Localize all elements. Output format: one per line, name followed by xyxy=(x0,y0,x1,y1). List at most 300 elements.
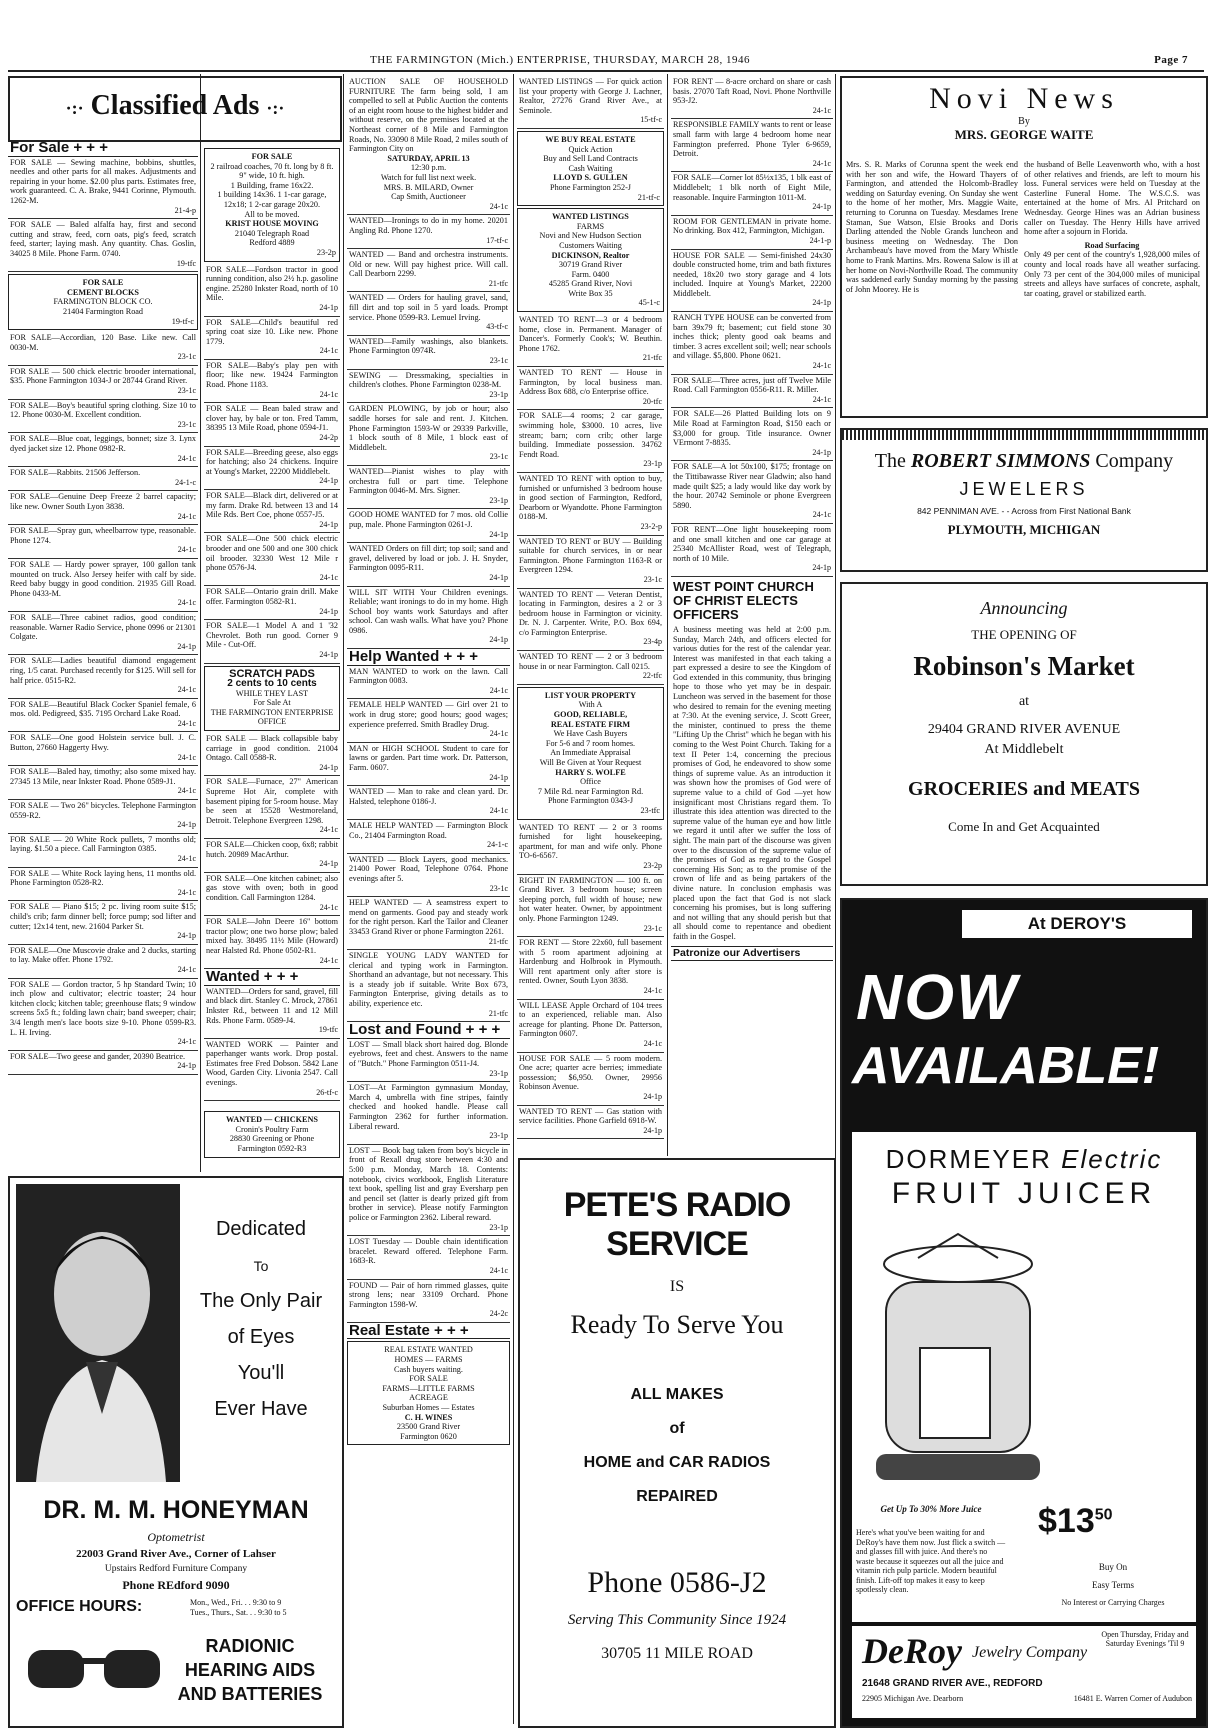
deroys-ad: At DEROY'S NOW AVAILABLE! DORMEYER Electric FRUIT JUICER Get Up To 30% More Juice Here's what you've been waiting for and DeRoy's have them now. Just flick a switch — and glasses fill with juice. And there's no waste because it squeezes out all the juice and vitamin rich pulp particle. Modern beautiful finish. Lift-off top makes it easy to keep spotlessly clean. $\$13^{50}$ Buy On Easy Terms No Interest or Carrying Charges DeRoy Jewelry Company Open Thursday, Friday and Saturday Evenings 'Til 9 21648 GRAND RIVER AVE., REDFORD 22905 Michigan Ave. Dearborn 16481 E. Warren Corner of Audubon xyxy=(840,898,1208,1728)
church-headline: WEST POINT CHURCH OF CHRIST ELECTS OFFICERS xyxy=(673,578,814,622)
ad-ref: 23-1c xyxy=(177,386,196,396)
ad-text: RESPONSIBLE FAMILY wants to rent or lease small farm with large 4 bedroom home near Farmington preferred. Phone Tyler 6-9659, Detroit. xyxy=(673,120,831,159)
lost-found-ad xyxy=(347,1280,510,1323)
classified-ad xyxy=(671,524,833,577)
classified-ad xyxy=(517,473,664,536)
ad-ref: 23-1c xyxy=(489,452,508,462)
classified-ad xyxy=(347,543,510,586)
page-number: Page 7 xyxy=(1154,54,1188,66)
classified-ad xyxy=(204,264,340,317)
ad-ref: 21-tfc xyxy=(488,278,508,288)
classified-ad xyxy=(517,76,664,129)
column-5 xyxy=(671,76,833,1156)
classified-ad xyxy=(8,525,198,559)
ad-ref: 23-1c xyxy=(489,883,508,893)
ad-ref: 22-tfc xyxy=(642,671,662,681)
ad-ref: 24-1-c xyxy=(175,477,196,487)
novi-news-section: Novi News By MRS. GEORGE WAITE Mrs. S. R. Marks of Corunna spent the week end with her son and wife, the Howard Thayers of Farmington, and attended the Holcomb-Bradley wedding on Saturday evening. On Sunday she went to the home of her mother, Mrs. Maggie Waite, returning to Corunna on Tuesday. Mesdames Irene Staman, Sue Watson, Elsie Brooks and Doris Darling attended the Noble Grands luncheon and business meeting on Wednesday. The Don Archambeau's have moved from the Mary Whistle home to Frank Martins. Mrs. Rowena Salow is ill at her home on Novi-Northville Road. The community was saddened early Sunday morning by the passing of John Moorey. He is the husband of Belle Leavenworth who, with a host of other relatives and friends, are left to mourn his loss. Funeral services were held on Tuesday at the Casterline Funeral Home. The W.S.C.S. was entertained at the home of Mrs. Al Pritchard on Wednesday. George Hines was an Adrian business caller on Tuesday. The Henry Hills have arrived home after a sojourn in Florida. Road Surfacing Only 49 per cent of the country's 1,928,000 miles of county and local roads have all weather surfacing. Only 73 per cent of the 304,000 miles of municipal streets and alleys have surfaces of concrete, asphalt, tar coating, gravel or stabilized earth. xyxy=(840,76,1208,418)
ad-text: FOR SALE — Sewing machine, bobbins, shuttles, needles and other parts for all makes. Adjustments and repairing in your home. $2.00 plus parts. Estimates free, work guaranteed. C. A. Brake, 9441 Corinne, Plymouth. 1262-M. xyxy=(10,157,196,205)
ad-text: FOR SALE — Baled alfalfa hay, first and second cutting and straw, feed, corn oats, pig's feed, scratch feed, starter; laying mash. Any quantity. Chas. Goslin, 34025 8 Mile. Phone Farm. 0740. xyxy=(10,220,196,258)
ad-text: MAN WANTED to work on the lawn. Call Farmington 0083. xyxy=(349,666,508,686)
ad-ref: 24-1c xyxy=(177,545,196,555)
ad-text: WANTED TO RENT — Veteran Dentist, locating in Farmington, desires a 2 or 3 bedroom house in Farmington or vicinity. Dr. N. J. Carpenter. Write, P.O. Box 694, c/o Farmington Enterprise. xyxy=(519,589,662,637)
ad-ref: 24-1c xyxy=(643,1039,662,1049)
help-wanted-ad xyxy=(347,820,510,854)
classified-ad xyxy=(347,215,510,249)
ad-text: RANCH TYPE HOUSE can be converted from barn 39x79 ft; basement; cut field stone 30 inches thick; plenty good oak beams and timber. 3 acres excellent soil; well; near schools and village. $5,800. Phone 0621. xyxy=(673,313,831,361)
ad-ref: 21-tfc xyxy=(642,353,662,363)
classified-ad xyxy=(8,834,198,868)
ad-text: LOST Tuesday — Double chain identification bracelet. Reward offered. Telephone Farm. 1683-R. xyxy=(349,1237,508,1266)
ad-text: WANTED Orders on fill dirt; top soil; sand and gravel, delivered by load or job. J. H. Snyder, Farmington 0095-R11. xyxy=(349,544,508,573)
ad-text: FOR SALE — Gordon tractor, 5 hp Standard Twin; 10 inch plow and cultivator; electric toaster; 24 hour kitchen clock; kitchen table; greenhouse flats; 9 window screens 5x5 ft.; folding lawn chair; band sweeper; chair; 3/4 length men's lace boots size 9-10. Phone 0599-R3. L. H. Irving. xyxy=(10,979,196,1037)
ad-ref: 24-1c xyxy=(812,158,831,168)
classified-ad xyxy=(8,901,198,944)
novi-news-author: MRS. GEORGE WAITE xyxy=(954,127,1094,142)
price: $\$13^{50}$ xyxy=(1038,1502,1113,1540)
ad-text: FOR SALE — 500 chick electric brooder international, $35. Phone Farmington 1034-J or 28744 Grand River. xyxy=(10,366,196,386)
help-wanted-ad xyxy=(347,666,510,700)
ad-ref: 24-1p xyxy=(319,649,338,659)
eyeglasses-icon xyxy=(20,1638,170,1698)
ad-ref: 23-1c xyxy=(643,923,662,933)
ad-text: WILL SIT WITH Your Children evenings. Reliable; want ironings to do in my home. High School boy wants work Saturdays and after school. Can wash walls. What have you? Phone 0986. xyxy=(349,587,508,635)
ad-text: FOR SALE—Beautiful Black Cocker Spaniel female, 6 mos. old. Pedigreed, $35. 7195 Orchard Lake Road. xyxy=(10,699,196,719)
deroy-logo-panel: DeRoy Jewelry Company Open Thursday, Friday and Saturday Evenings 'Til 9 21648 GRAND RIVER AVE., REDFORD 22905 Michigan Ave. Dearborn 16481 E. Warren Corner of Audubon xyxy=(852,1626,1196,1718)
ad-ref: 24-1p xyxy=(177,931,196,941)
ad-text: FOR SALE—1 Model A and 1 '32 Chevrolet. Both run good. Corner 9 Mile - Cut-Off. xyxy=(206,621,338,650)
wines-real-estate-ad: REAL ESTATE WANTED HOMES — FARMS Cash buyers waiting. FOR SALE FARMS—LITTLE FARMS ACREAGE Suburban Homes — Estates C. H. WINES 23500 Grand River Farmington 0620 xyxy=(347,1341,510,1445)
ad-text: GOOD HOME WANTED for 7 mos. old Collie pup, male. Phone Farmington 0261-J. xyxy=(349,510,508,529)
ad-ref: 24-1p xyxy=(319,606,338,616)
classified-ad xyxy=(347,403,510,466)
ad-text: MAN or HIGH SCHOOL Student to care for lawns or garden. Part time work. Dr. Patterson, Farm. 0607. xyxy=(349,743,508,772)
petes-title: PETE'S RADIO SERVICE xyxy=(563,1186,791,1263)
classified-ad xyxy=(517,937,664,1000)
masthead xyxy=(0,50,1212,72)
classified-ad xyxy=(671,172,833,215)
ad-ref: 23-1p xyxy=(489,495,508,505)
ad-text: WANTED TO RENT — House in Farmington, by local business man. Address Box 688, c/o Enterprise office. xyxy=(519,368,662,397)
classified-ad xyxy=(517,1053,664,1106)
help-wanted-ad xyxy=(347,897,510,950)
ad-text: FOR SALE—Corner lot 85½x135, 1 blk east of Middlebelt; 1 blk north of Eight Mile, reasonable. Inquire Farmington 1011-M. xyxy=(673,173,831,202)
ad-text: FOR SALE—One kitchen cabinet; also gas stove with oven; both in good condition. Call Farmington 1284. xyxy=(206,873,338,902)
doctor-portrait xyxy=(16,1184,180,1482)
juicer-illustration xyxy=(858,1228,1058,1498)
ad-ref: 24-1c xyxy=(177,786,196,796)
ad-ref: 26-tf-c xyxy=(316,1087,338,1097)
help-wanted-ad xyxy=(347,786,510,820)
ad-text: LOST — Small black short haired dog. Blonde eyebrows, feet and chest. Answers to the name of "Butch." Phone Farmington 0511-J4. xyxy=(349,1039,508,1069)
ad-ref: 21-tfc xyxy=(488,936,508,946)
ad-text: FOR SALE—Baled hay, timothy; also some mixed hay. 27345 13 Mile, near Inkster Road. Phone 0589-J1. xyxy=(10,767,196,786)
ad-text: HOUSE FOR SALE — Semi-finished 24x30 double constructed home, trim and bath fixtures needed, 18x20 two story garage and 4 lots included. Inquire at Young's Market, 22200 Middlebelt. xyxy=(673,250,831,298)
classified-ad xyxy=(8,219,198,272)
ad-text: FOR SALE—Baby's play pen with floor; like new. 19424 Farmington Road. Phone 1183. xyxy=(206,360,338,390)
classified-ad xyxy=(347,370,510,404)
ad-text: WANTED TO RENT — 2 or 3 rooms furnished for light housekeeping, apartment, for man and wife only. Phone TO-6-6567. xyxy=(519,822,662,861)
juicer-base xyxy=(876,1454,1040,1480)
ad-text: WANTED TO RENT or BUY — Building suitable for church services, in or near Farmington. Phone Farmington 1163-R or Evergreen 1294. xyxy=(519,536,662,575)
classified-ad xyxy=(204,916,340,969)
petes-phone: Phone 0586-J2 xyxy=(587,1566,767,1599)
lost-found-ad xyxy=(347,1145,510,1236)
classified-ad xyxy=(8,433,198,467)
ad-text: FEMALE HELP WANTED — Girl over 21 to work in drug store; good hours; good wages; experience preferred. Smith Bradley Drug. xyxy=(349,700,508,729)
ad-ref: 24-1c xyxy=(177,511,196,521)
ad-text: ROOM FOR GENTLEMAN in private home. No drinking. Box 412, Farmington, Michigan. xyxy=(673,216,831,236)
classified-ad xyxy=(204,620,340,663)
ad-text: FOR RENT — 8-acre orchard on share or cash basis. 27070 Taft Road, Novi. Phone Northville 953-J2. xyxy=(673,77,831,106)
classified-ad xyxy=(671,119,833,172)
decorative-border xyxy=(842,430,1206,440)
wanted-ad xyxy=(204,1039,340,1102)
classified-ad xyxy=(517,822,664,875)
ad-ref: 24-1c xyxy=(489,806,508,816)
ad-ref: 24-1p xyxy=(319,519,338,529)
gullen-ad: WE BUY REAL ESTATE Quick Action Buy and Sell Land Contracts Cash Waiting LLOYD S. GULLEN Phone Farmington 252-J 21-tf-c xyxy=(517,131,664,206)
novi-col-b: the husband of Belle Leavenworth who, with a host of other relatives and friends, are left to mourn his loss. Funeral services were held on Tuesday at the Casterline Funeral Home. The W.S.C.S. was entertained at the home of Mrs. Al Pritchard on Wednesday. George Hines was an Adrian business caller on Tuesday. The Henry Hills have arrived home after a sojourn in Florida. xyxy=(1024,160,1200,237)
classified-ad xyxy=(8,612,198,655)
ad-text: FOR SALE—Genuine Deep Freeze 2 barrel capacity; like new. Owner South Lyon 3838. xyxy=(10,492,196,511)
classified-ad xyxy=(347,587,510,650)
ad-ref: 23-1p xyxy=(489,1068,508,1078)
help-wanted-ad xyxy=(347,854,510,897)
petes-radio-ad: PETE'S RADIO SERVICE IS Ready To Serve You ALL MAKES of HOME and CAR RADIOS REPAIRED Phone 0586-J2 Serving This Community Since 1924 30705 11 MILE ROAD xyxy=(518,1158,836,1728)
classified-ad xyxy=(671,408,833,461)
ad-text: FOR SALE—Ontario grain drill. Make offer. Farmington 0582-R1. xyxy=(206,587,338,606)
ad-text: SINGLE YOUNG LADY WANTED for clerical and typing work in Farmington. Shorthand an advantage, but not necessary. This is a steady job if suitable. Write Box 673, Farmington Enterprise, giving details as to ability, experience etc. xyxy=(349,951,508,1009)
ad-text: FOR SALE—Breeding geese, also eggs for hatching; also 24 chickens. Inquire at Young's Market, 22200 Middlebelt. xyxy=(206,447,338,476)
ad-ref: 23-1c xyxy=(489,356,508,366)
ad-text: FOR RENT — Store 22x60, full basement with 5 room apartment adjoining at Hardenburg and Holbrook in Plymouth. Will rent apartment only after store is rented. Owner, South Lyon 3838. xyxy=(519,938,662,986)
road-surfacing-body: Only 49 per cent of the country's 1,928,000 miles of county and local roads have all weather surfacing. Only 73 per cent of the 304,000 miles of municipal streets and alleys have surfaces of concrete, asphalt, tar coating, gravel or stabilized earth. xyxy=(1024,250,1200,298)
classified-ad xyxy=(517,314,664,367)
ad-text: FOR SALE—A lot 50x100, $175; frontage on the Tittibawasse River near Gladwin; also hand made quilt $25; a lady would like day work by the hour. 20742 Seminole or phone Evergreen 5890. xyxy=(673,462,831,510)
classified-ad xyxy=(204,490,340,533)
ad-ref: 24-1p xyxy=(812,202,831,212)
classified-ad xyxy=(204,839,340,873)
ad-ref: 23-4p xyxy=(643,637,662,647)
ad-ref: 19-tfc xyxy=(176,258,196,268)
wolfe-ad: LIST YOUR PROPERTY With A GOOD, RELIABLE, REAL ESTATE FIRM We Have Cash Buyers For 5-6 and 7 room homes. An Immediate Appraisal Will Be Given at Your Request HARRY S. WOLFE Office 7 Mile Rd. near Farmington Rd. Phone Farmington 0343-J 23-tfc xyxy=(517,687,664,820)
ad-ref: 23-1p xyxy=(489,1222,508,1232)
ad-ref: 23-2p xyxy=(643,860,662,870)
ad-ref: 24-1c xyxy=(177,1037,196,1047)
robinsons-name: Robinson's Market xyxy=(913,651,1135,681)
ad-ref: 24-1p xyxy=(643,1092,662,1101)
ad-text: FOR SALE—Black dirt, delivered or at my farm. Drake Rd. between 13 and 14 Mile Rds. Bert Coe, phone 0557-J5. xyxy=(206,491,338,520)
ad-text: FOR SALE—Fordson tractor in good running condition, also 2½ h.p. gasoline engine. 25280 Inkster Road, north of 10 Mile. xyxy=(206,264,338,303)
ad-ref: 21-4-p xyxy=(174,205,196,215)
classified-ad xyxy=(8,157,198,220)
classified-ad xyxy=(204,733,340,776)
real-estate-header: Real Estate + + + xyxy=(347,1323,510,1340)
ad-ref: 23-1c xyxy=(177,419,196,429)
help-wanted-header: Help Wanted + + + xyxy=(347,649,510,666)
ad-ref: 24-1p xyxy=(489,772,508,782)
classified-ad xyxy=(8,766,198,800)
ad-ref: 24-1-p xyxy=(809,235,831,245)
lost-found-ad xyxy=(347,1039,510,1082)
classified-ad xyxy=(347,336,510,370)
ad-text: FOR SALE—Two geese and gander, 20390 Beatrice. xyxy=(10,1051,186,1061)
ad-ref: 24-1p xyxy=(319,302,338,312)
juicer-reamer xyxy=(884,1246,1032,1282)
ad-ref: 24-1c xyxy=(319,389,338,399)
ad-text: FOR SALE—One good Holstein service bull. J. C. Button, 27660 Haggerty Hwy. xyxy=(10,733,196,753)
classified-ad xyxy=(671,312,833,375)
robinsons-market-ad: Announcing THE OPENING OF Robinson's Market at 29404 GRAND RIVER AVENUE At Middlebelt GROCERIES and MEATS Come In and Get Acquainted xyxy=(840,582,1208,886)
ad-text: WANTED LISTINGS — For quick action list your property with George J. Lachner, Realtor, 27276 Grand River Ave., at Seminole. xyxy=(519,77,662,115)
ad-text: FOUND — Pair of horn rimmed glasses, quite strong lens; near 33109 Orchard. Phone Farmington 1598-W. xyxy=(349,1280,508,1309)
classified-title: ·:· Classified Ads ·:· xyxy=(65,90,285,121)
classified-ad xyxy=(517,536,664,589)
ad-text: FOR SALE — Bean baled straw and clover hay, by bale or ton. Fred Tamm, 38395 13 Mile Road, phone 0594-J1. xyxy=(206,404,338,433)
classified-ad xyxy=(347,292,510,335)
ad-text: FOR SALE—Child's beautiful red spring coat size 10. Like new. Phone 1779. xyxy=(206,317,338,346)
ad-text: FOR RENT—One light housekeeping room and one small kitchen and one car garage at 25340 McAllister Road, west of Telegraph, north of 10 Mile. xyxy=(673,524,831,563)
cement-blocks-ad: FOR SALE CEMENT BLOCKS FARMINGTON BLOCK CO. 21404 Farmington Road 19-tf-c xyxy=(8,274,198,330)
classified-ad xyxy=(8,400,198,434)
dormeyer-brand: DORMEYER xyxy=(885,1144,1052,1174)
classified-ad xyxy=(8,732,198,766)
ad-text: FOR SALE — 20 White Rock pullets, 7 months old; laying. $1.50 a piece. Call Farmington 0385. xyxy=(10,834,196,854)
ad-text: FOR SALE—26 Platted Building lots on 9 Mile Road at Farmington Road, $150 each or $3,000 for group. Title insurance. Owner VErmont 7-8835. xyxy=(673,409,831,448)
ad-text: WANTED — Man to rake and clean yard. Dr. Halsted, telephone 0186-J. xyxy=(349,787,508,806)
ad-text: FOR SALE—Spray gun, wheelbarrow type, reasonable. Phone 1274. xyxy=(10,526,196,545)
ad-text: WANTED—Ironings to do in my home. 20201 Angling Rd. Phone 1270. xyxy=(349,216,508,235)
column-2 xyxy=(204,146,340,1176)
ad-ref: 23-1p xyxy=(489,389,508,399)
ad-ref: 24-1p xyxy=(319,762,338,772)
ad-text: GARDEN PLOWING, by job or hour; also saddle horses for sale and rent. J. Kitchen. Phone Farmington 1593-W or 29339 Parkville, 1 block south of 8 Mile, 1 block east of Middlebelt. xyxy=(349,404,508,452)
ad-ref: 24-1p xyxy=(319,476,338,486)
ad-ref: 24-1c xyxy=(177,854,196,863)
classified-ad xyxy=(204,447,340,490)
classified-ad xyxy=(671,375,833,409)
classified-ad xyxy=(8,559,198,612)
ad-text: WANTED TO RENT — Gas station with service facilities. Phone Garfield 6918-W. xyxy=(519,1106,662,1126)
ad-ref: 24-1c xyxy=(489,685,508,695)
wanted-header: Wanted + + + xyxy=(204,969,340,986)
novi-col-a: Mrs. S. R. Marks of Corunna spent the week end with her son and wife, the Howard Thayers of Farmington, and attended the Holcomb-Bradley wedding on Saturday evening. On Sunday she went to the home of her mother, Mrs. Maggie Waite, returning to Corunna on Tuesday. Mesdames Irene Staman, Sue Watson, Elsie Brooks and Doris Darling attended the Noble Grands luncheon and business meeting on Wednesday. The Don Archambeau's have moved from the Mary Whistle home to Frank Martins. Mrs. Rowena Salow is ill at her home on Novi-Northville Road. The community was saddened early Sunday morning by the passing of John Moorey. He is xyxy=(846,160,1018,294)
wanted-ad xyxy=(204,986,340,1039)
classified-ad xyxy=(671,461,833,524)
lost-found-header: Lost and Found + + + xyxy=(347,1022,510,1039)
classified-ad xyxy=(347,466,510,509)
lost-found-ad xyxy=(347,1236,510,1279)
ad-text: FOR SALE—John Deere 16" bottom tractor plow; one two horse plow; baled mixed hay. 38495 11½ Mile (Howard) near Halsted Rd. Phone 0502-R1. xyxy=(206,917,338,955)
classified-ad xyxy=(8,979,198,1051)
ad-text: FOR SALE—Furnace, 27" American Supreme Hot Air, complete with basement piping for 5-room house. May be seen at 15528 Westmoreland, Detroit. Telephone Evergreen 1298. xyxy=(206,777,338,825)
ad-ref: 24-1-c xyxy=(487,840,508,850)
ad-ref: 24-1c xyxy=(177,598,196,608)
classified-ad xyxy=(204,317,340,360)
ad-ref: 24-1c xyxy=(319,572,338,582)
ad-ref: 43-tf-c xyxy=(486,322,508,332)
classified-ad xyxy=(8,655,198,698)
ad-ref: 15-tf-c xyxy=(640,115,662,125)
ad-text: RIGHT IN FARMINGTON — 100 ft. on Grand River. 3 bedroom house; screen sleeping porch, full width of house; new hot water heater. Owner, by appointment only. Phone Farmington 1249. xyxy=(519,875,662,923)
ad-text: FOR SALE—One 500 chick electric brooder and one 500 and one 300 chick oil brooder. 32330 West 12 Mile r phone 0576-J4. xyxy=(206,534,338,573)
ad-ref: 24-1c xyxy=(812,510,831,520)
ad-ref: 24-1p xyxy=(319,859,338,869)
ad-ref: 24-1c xyxy=(489,1265,508,1275)
ad-text: WANTED TO RENT — 2 or 3 bedroom house in or near Farmington. Call 0215. xyxy=(519,652,662,671)
classified-ad xyxy=(517,367,664,410)
ad-ref: 24-1p xyxy=(489,529,508,539)
ad-ref: 24-1c xyxy=(177,752,196,762)
robert-simmons-ad: The ROBERT SIMMONS Company JEWELERS 842 PENNIMAN AVE. - - Across from First National Bank PLYMOUTH, MICHIGAN xyxy=(840,428,1208,572)
ad-ref: 24-1c xyxy=(177,685,196,695)
ad-ref: 20-tfc xyxy=(642,396,662,406)
fruit-juicer: FRUIT JUICER xyxy=(891,1177,1157,1210)
ad-ref: 24-2p xyxy=(319,433,338,443)
ad-ref: 24-1c xyxy=(812,105,831,115)
help-wanted-ad xyxy=(347,743,510,786)
ad-ref: 24-1c xyxy=(177,964,196,974)
honeyman-ad: Dedicated To The Only Pair of Eyes You'll Ever Have DR. M. M. HONEYMAN Optometrist 22003 Grand River Ave., Corner of Lahser Upstairs Redford Furniture Company Phone REdford 9090 OFFICE HOURS: Mon., Wed., Fri. . . 9:30 to 9 Tues., Thurs., Sat. . . 9:30 to 5 RADIONIC HEARING AIDS AND BATTERIES xyxy=(8,1176,344,1728)
ad-text: WILL LEASE Apple Orchard of 104 trees to an experienced, reliable man. Also acreage for planting. Phone Dr. Patterson, Farmington 0607. xyxy=(519,1000,662,1039)
ad-text: WANTED WORK — Painter and paperhanger wants work. Drop postal. Estimates free Fred Dobson. 5842 Lane Wood, Garden City. Livonia 2547. Call evenings. xyxy=(206,1039,338,1088)
scratch-pads-ad: SCRATCH PADS 2 cents to 10 cents WHILE THEY LAST For Sale At THE FARMINGTON ENTERPRISE OFFICE xyxy=(204,666,340,732)
ad-ref: 24-1p xyxy=(643,1125,662,1135)
ad-ref: 24-1c xyxy=(812,361,831,371)
classified-ad xyxy=(517,410,664,473)
ad-ref: 24-1p xyxy=(177,1061,196,1071)
ad-ref: 23-1p xyxy=(643,459,662,469)
classified-ad xyxy=(204,873,340,916)
classified-ad xyxy=(8,800,198,834)
ad-text: HOUSE FOR SALE — 5 room modern. One acre; quarter acre berries; immediate possession; $6,950. Owner, 29956 Robinson Avenue. xyxy=(519,1053,662,1092)
classified-ad xyxy=(204,533,340,586)
classified-ad xyxy=(8,1051,198,1075)
ad-ref: 24-1c xyxy=(643,986,662,996)
ad-ref: 24-1p xyxy=(812,298,831,308)
classified-ad xyxy=(517,1000,664,1053)
classified-ad xyxy=(8,332,198,366)
ad-ref: 24-1c xyxy=(319,955,338,965)
lost-found-ad xyxy=(347,1082,510,1145)
masthead-line: THE FARMINGTON (Mich.) ENTERPRISE, THURSDAY, MARCH 28, 1946 xyxy=(370,54,751,66)
honeyman-name: DR. M. M. HONEYMAN xyxy=(43,1496,309,1524)
ad-ref: 19-tfc xyxy=(318,1025,338,1035)
ad-text: WANTED — Orders for hauling gravel, sand, fill dirt and top soil in 5 yard loads. Prompt service. Phone 0599-R3. Lemuel Irving. xyxy=(349,293,508,322)
patronize-advertisers: Patronize our Advertisers xyxy=(671,946,833,962)
ad-text: FOR SALE—Ladies beautiful diamond engagement ring, 1/5 carat. Purchased recently for $125. Will sell for half price. 0515-R2. xyxy=(10,656,196,685)
ad-text: FOR SALE—4 rooms; 2 car garage, swimming hole, $3000. 10 acres, live stream; barn; corn crib; other large building. Immediate possession. 34762 Fendt Road. xyxy=(519,411,662,459)
auction-sale-ad: AUCTION SALE OF HOUSEHOLD FURNITURE The farm being sold, I am compelled to sell at Public Auction the contents of an eight room house to the highest bidder and without reserve, on the premises located at the Northeast corner of 8 Mile and Farmington Roads, No. 33090 8 Mile Road, 2 miles south of Farmington City on SATURDAY, APRIL 13 12:30 p.m. Watch for full list next week. MRS. B. MILARD, Owner Cap Smith, Auctioneer 24-1c xyxy=(347,76,510,215)
portrait-image xyxy=(16,1184,180,1482)
ad-ref: 24-1c xyxy=(319,902,338,912)
ad-ref: 24-1p xyxy=(812,563,831,573)
ad-ref: 23-1p xyxy=(489,1131,508,1141)
ad-ref: 23-1c xyxy=(177,352,196,362)
church-article: A business meeting was held at 2:00 p.m. Sunday, March 24th, and officers elected for various duties for the rest of the calendar year. Interest was manifested in that each taking a part expressed a desire to see the Kingdom of God extended in this community, thus bringing hope to those who yet may be in despair. Luncheon was served in the basement for those who desired to remain for the evening meeting at 7:30. At the evening service, J. Scott Greer, the minister, continued to press the theme "Lifting Up the Christ" which he began with his coming to the West Point Church. Taking for a text II Peter 1:4, concerning the precious promises of God, he endeavored to show some things of supreme value. As an introduction it was shown how the promises of God were of supreme value to a child of God —yet how insignificant most Christians regard them. To illustrate this idea attention was directed to the supreme value of the human eye and how little we regard it until after we suffer the loss of sight. The main part of the discourse was given over to the discussion of the supreme value of the promises of God as regard to the Gospel concerning His Son; as to the promise of the crown of life and as being partakers of the divine nature. In conclusion emphasis was placed upon the fact that God is not slack concerning his promises, but is long suffering and not willing that any should perish but that all should come to repentance and obedient faith in the Gospel. xyxy=(673,624,831,941)
juicer-glass xyxy=(920,1348,990,1438)
help-wanted-ad xyxy=(347,699,510,742)
deroy-logo: DeRoy xyxy=(862,1631,962,1671)
ad-text: WANTED—Family washings, also blankets. Phone Farmington 0974R. xyxy=(349,336,508,356)
ad-text: FOR SALE—Boy's beautiful spring clothing. Size 10 to 12. Phone 0030-M. Excellent condition. xyxy=(10,400,196,420)
ad-ref: 24-1c xyxy=(319,825,338,835)
classified-ad xyxy=(517,875,664,938)
ad-ref: 24-1p xyxy=(177,641,196,651)
ad-text: LOST—At Farmington gymnasium Monday, March 4, umbrella with fine stripes, faintly checked and hooked handle. Please call Farmington 2362 for further information. Liberal reward. xyxy=(349,1083,508,1131)
ad-text: MALE HELP WANTED — Farmington Block Co., 21404 Farmington Road. xyxy=(349,820,508,840)
road-surfacing-head: Road Surfacing xyxy=(1084,240,1140,250)
ad-text: WANTED—Orders for sand, gravel, fill and black dirt. Stanley C. Mrock, 27861 Inkster Rd., between 11 and 12 Mill Rds. Phone Farm. 0589-J4. xyxy=(206,986,338,1025)
classified-ad xyxy=(8,868,198,902)
for-sale-header: For Sale + + + xyxy=(8,140,198,157)
ad-ref: 24-1c xyxy=(812,394,831,404)
ad-text: FOR SALE — White Rock laying hens, 11 months old. Phone Farmington 0528-R2. xyxy=(10,868,196,888)
column-3 xyxy=(347,76,510,1721)
ad-text: LOST — Book bag taken from boy's bicycle in front of Rexall drug store between 4:30 and 5:00 p.m. Monday, March 18. Contents: notebook, civics workbook, English Literature text book, spelling list and gray Eversharp pen and pencil set (latter is dearly prized gift from brother in service). Please notify Farmington police or Farmington 2362. Liberal reward. xyxy=(349,1145,508,1222)
classified-title-box xyxy=(8,76,342,142)
col-divider xyxy=(200,74,201,1172)
ad-text: FOR SALE — Piano $15; 2 pc. living room suite $15; child's crib; farm dinner bell; force pump; sod lifter and cutter; 12x14 tent, new. 21604 Parker St. xyxy=(10,902,196,931)
column-4 xyxy=(517,76,664,1156)
classified-ad xyxy=(8,491,198,525)
classified-ad xyxy=(517,651,664,685)
ad-text: WANTED — Band and orchestra instruments. Old or new. Will pay highest price. Will call. Call Dearborn 2299. xyxy=(349,250,508,279)
classified-ad xyxy=(204,586,340,620)
ad-text: FOR SALE — Hardy power sprayer, 100 gallon tank mounted on truck. Also Jersey heifer with calf by side. Reed baby buggy in good condition. 21935 Gill Road. Phone 0433-M. xyxy=(10,559,196,598)
classified-ad xyxy=(8,366,198,400)
classified-ad xyxy=(8,699,198,733)
ad-text: FOR SALE—One Muscovie drake and 2 ducks, starting to lay. Make offer. Phone 1792. xyxy=(10,945,196,965)
ad-text: FOR SALE — Black collapsible baby carriage in good condition. 21004 Ontago. Call 0588-R. xyxy=(206,734,338,763)
top-rule xyxy=(8,70,1204,72)
classified-ad xyxy=(347,509,510,543)
classified-ad xyxy=(204,360,340,403)
ad-text: SEWING — Dressmaking, specialties in children's clothes. Phone Farmington 0238-M. xyxy=(349,370,508,390)
ad-text: FOR SALE—Three acres, just off Twelve Mile Road. Call Farmington 0556-R11. R. Miller. xyxy=(673,375,831,395)
col-divider xyxy=(667,74,668,1156)
ad-ref: 23-1c xyxy=(643,574,662,584)
classified-ad xyxy=(204,776,340,839)
column-1 xyxy=(8,140,198,1180)
dickinson-ad: WANTED LISTINGS FARMS Novi and New Hudson Section Customers Waiting DICKINSON, Realtor 30719 Grand River Farm. 0400 45285 Grand River, Novi Write Box 35 45-1-c xyxy=(517,208,664,312)
ad-ref: 24-1c xyxy=(177,718,196,728)
classified-ad xyxy=(204,403,340,446)
classified-ad xyxy=(671,250,833,313)
ad-text: FOR SALE—Rabbits. 21506 Jefferson. xyxy=(10,468,141,478)
ad-text: FOR SALE—Accordian, 120 Base. Like new. Call 0030-M. xyxy=(10,333,196,352)
ad-ref: 24-1c xyxy=(177,453,196,463)
krist-house-moving-ad: FOR SALE 2 railroad coaches, 70 ft. long by 8 ft. 9" wide, 10 ft. high. 1 Building, frame 16x22. 1 building 14x36. 1 1-car garage, 12x18; 1 2-car garage 20x20. All to be moved. KRIST HOUSE MOVING 21040 Telegraph Road Redford 4889 23-2p xyxy=(204,148,340,262)
juicer-panel: DORMEYER Electric FRUIT JUICER Get Up To 30% More Juice Here's what you've been waiting for and DeRoy's have them now. Just flick a switch — and glasses fill with juice. And there's no waste because it squeezes out all the juice and vitamin rich pulp particle. Modern beautiful finish. Lift-off top makes it easy to keep spotlessly clean. $\$13^{50}$ Buy On Easy Terms No Interest or Carrying Charges xyxy=(852,1132,1196,1622)
classified-ad xyxy=(8,467,198,491)
ad-ref: 24-1c xyxy=(319,346,338,356)
classified-ad xyxy=(671,76,833,119)
ad-ref: 24-1p xyxy=(812,447,831,457)
deroys-tag: At DEROY'S xyxy=(962,910,1192,938)
ad-text: WANTED TO RENT with option to buy, furnished or unfurnished 3 bedroom house in good section of Farmington, Redford, Dearborn or Wyandotte. Phone Farmington 0188-M. xyxy=(519,473,662,522)
col-divider xyxy=(513,74,514,1724)
simmons-name: ROBERT SIMMONS xyxy=(910,450,1091,472)
ad-ref: 23-2-p xyxy=(640,521,662,531)
help-wanted-ad xyxy=(347,950,510,1022)
ad-text: WANTED TO RENT—3 or 4 bedroom home, close in. Permanent. Manager of Dancer's. Formerly Cook's; W. Beuthin. Phone 1762. xyxy=(519,315,662,353)
ad-ref: 24-1p xyxy=(489,572,508,582)
classified-ad xyxy=(8,945,198,979)
ad-ref: 21-tfc xyxy=(488,1008,508,1018)
classified-ad xyxy=(517,1106,664,1140)
